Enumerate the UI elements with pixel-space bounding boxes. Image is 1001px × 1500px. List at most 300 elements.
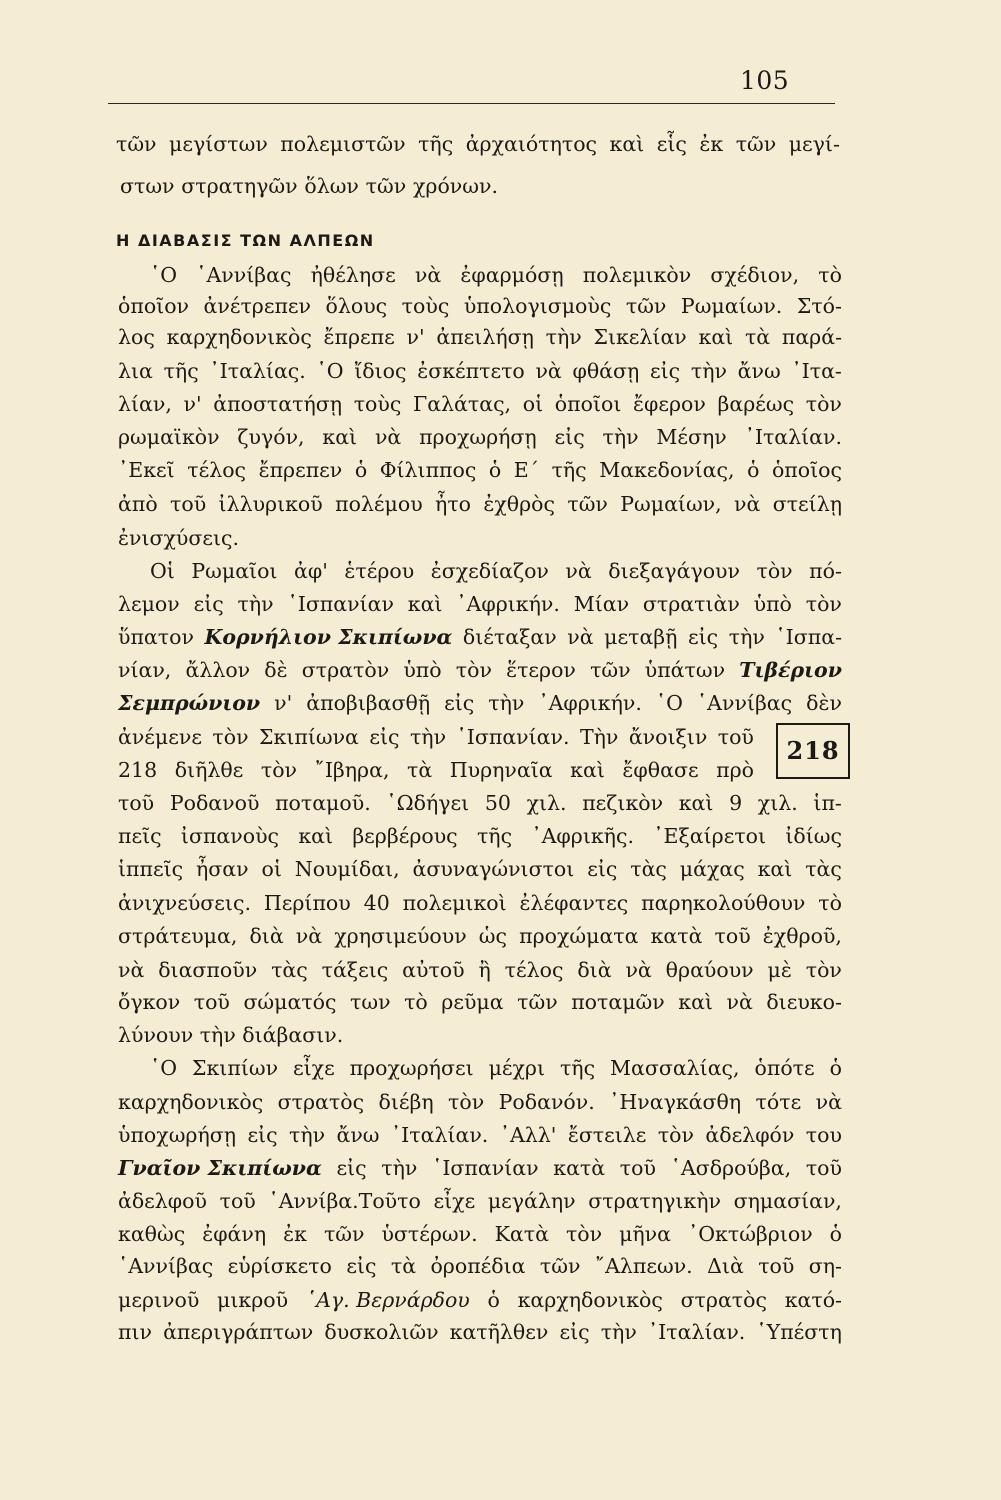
section-heading: Η ΔΙΑΒΑΣΙΣ ΤΩΝ ΑΛΠΕΩΝ xyxy=(116,231,375,250)
word: εἰς xyxy=(444,691,475,715)
word: φθάσῃ xyxy=(572,359,640,383)
word: κατῆλθεν xyxy=(449,1320,549,1344)
word: ἰδίως xyxy=(785,824,842,848)
place-name: ῾Αγ. Βερνάρδου xyxy=(305,1288,470,1312)
word: ν' xyxy=(274,691,293,715)
word: ἐφαρμόσῃ xyxy=(460,263,564,287)
word: Ρωμαῖοι xyxy=(191,559,278,583)
word: ὄγκον xyxy=(118,990,181,1014)
word: παρά- xyxy=(781,325,842,349)
word: τὴν xyxy=(288,1123,326,1147)
word: ἱπ- xyxy=(813,791,842,815)
word: ἕτερον xyxy=(506,658,576,682)
text-line xyxy=(150,557,842,585)
word: ἐνισχύσεις. xyxy=(118,526,240,550)
word: Μακεδονίας, xyxy=(599,458,735,482)
word: πολέμου xyxy=(335,492,423,516)
word: στείλῃ xyxy=(772,492,842,516)
word: εἰς xyxy=(688,625,719,649)
text-line xyxy=(118,756,754,784)
word: τῆς xyxy=(476,824,513,848)
word: Οἱ xyxy=(150,559,175,583)
word: σώματός xyxy=(243,990,337,1014)
word: ᾿Αφρικῆς. xyxy=(531,824,634,848)
text-line xyxy=(118,922,842,950)
word: ὁ xyxy=(487,1288,500,1312)
word: νὰ xyxy=(535,359,562,383)
word: ῾Ισπανίαν xyxy=(432,1156,539,1180)
word: ῎Αλπεων. xyxy=(594,1254,693,1278)
person-name: Σεμπρώνιον xyxy=(118,691,261,715)
word: λος xyxy=(118,325,155,349)
word: ὁποῖον xyxy=(118,294,189,318)
word: τὸν xyxy=(565,1222,603,1246)
word: ἦσαν xyxy=(196,857,249,881)
word: λεμον xyxy=(118,592,180,616)
word: Ρωμαίων, xyxy=(620,492,722,516)
word: καὶ xyxy=(570,758,605,782)
word: τοῦ xyxy=(805,1156,842,1180)
word: ῾Ο xyxy=(655,691,683,715)
word: ῾Αννίβας xyxy=(196,263,292,287)
text-line xyxy=(118,822,842,850)
text-line xyxy=(118,1252,842,1280)
word: τὰ xyxy=(390,1254,417,1278)
word: καὶ xyxy=(757,857,793,881)
word: Διὰ xyxy=(707,1254,744,1278)
word: ᾿Ιτα- xyxy=(791,359,842,383)
word: ὑστέρων. xyxy=(381,1222,478,1246)
text-line xyxy=(118,323,842,351)
word: ἄλλον xyxy=(185,658,251,682)
text-line xyxy=(118,1220,842,1248)
word: ἀδελφοῦ xyxy=(118,1189,207,1213)
word: τὸ xyxy=(404,990,428,1014)
text-line xyxy=(118,1286,842,1314)
word: ἦτο xyxy=(435,492,471,516)
word: βερβέρους xyxy=(352,824,458,848)
word: τοὺς xyxy=(401,294,450,318)
word: εἶχε xyxy=(292,1056,335,1080)
word: ἀδελφόν xyxy=(705,1123,795,1147)
word: ἔπρεπε xyxy=(323,325,395,349)
word: πό- xyxy=(809,559,842,583)
word: σημασίαν, xyxy=(733,1189,842,1213)
word: νὰ xyxy=(414,263,442,287)
word: ἐσχεδίαζον xyxy=(430,559,549,583)
word: τὴν xyxy=(545,325,582,349)
word: τοῦ xyxy=(118,791,155,815)
word: οἱ xyxy=(522,392,544,416)
word: τῶν xyxy=(539,1254,581,1278)
word: χρησιμεύουν xyxy=(334,924,467,948)
word: βαρέως xyxy=(717,392,795,416)
word: χιλ. xyxy=(526,791,567,815)
text-line xyxy=(118,524,239,552)
word: εἰς xyxy=(247,1123,278,1147)
word: εἰς xyxy=(650,359,681,383)
word: ᾿Αφρικήν. xyxy=(456,592,560,616)
word: ᾿Ιταλίαν. xyxy=(390,1123,489,1147)
word: στρατιὰν xyxy=(642,592,740,616)
word: ὡς xyxy=(478,924,507,948)
word: πολεμιστῶν xyxy=(280,132,406,156)
word: τὴν xyxy=(728,625,765,649)
word: ὁ xyxy=(747,458,760,482)
word: καὶ xyxy=(609,132,645,156)
word: καρχηδονικὸς xyxy=(166,325,312,349)
text-line xyxy=(118,1318,842,1346)
word: νὰ xyxy=(565,559,592,583)
word: ᾿Αλλ' xyxy=(499,1123,557,1147)
word: τὴν xyxy=(237,592,274,616)
word: Τὴν xyxy=(579,725,619,749)
word: καρχηδονικὸς xyxy=(118,1090,264,1114)
word: Φίλιππος xyxy=(379,458,477,482)
word: ἢ xyxy=(478,958,491,982)
word: τὰ xyxy=(407,758,433,782)
word: τῶν xyxy=(116,132,157,156)
word: χρόνων. xyxy=(412,174,498,198)
word: τῶν xyxy=(567,492,608,516)
word: προχώματα xyxy=(519,924,639,948)
person-name: Κορνήλιον Σκιπίωνα xyxy=(204,625,453,649)
word: νὰ xyxy=(815,1090,842,1114)
word: στρατηγικὴν xyxy=(588,1189,721,1213)
text-line xyxy=(118,423,842,451)
text-line xyxy=(118,855,842,883)
word: λύνουν τὴν διάβασιν. xyxy=(118,1023,344,1047)
word: δυσκολιῶν xyxy=(324,1320,439,1344)
word: τὸν xyxy=(657,1123,694,1147)
word: σχέδιον, xyxy=(710,263,800,287)
person-name: Γναῖον Σκιπίωνα xyxy=(118,1156,322,1180)
word: στρατὸν xyxy=(301,658,390,682)
word: λίαν, xyxy=(118,392,172,416)
word: τὴν xyxy=(600,1320,637,1344)
word: νὰ xyxy=(625,958,652,982)
word: τὴν xyxy=(381,1156,418,1180)
word: κατὰ xyxy=(553,1156,606,1180)
word: ῾Ισπα- xyxy=(775,625,842,649)
word: χιλ. xyxy=(757,791,798,815)
page-number: 105 xyxy=(740,66,790,95)
word: μάχας xyxy=(679,857,745,881)
word: τάξεις xyxy=(321,958,389,982)
word: Σκιπίωνα xyxy=(259,725,359,749)
word: ἱππεῖς xyxy=(118,857,184,881)
word: εἰς xyxy=(193,592,224,616)
word: 40 xyxy=(363,891,390,915)
word: τὸν xyxy=(212,725,249,749)
word: τὰς xyxy=(271,958,308,982)
word: πεῖς xyxy=(118,824,162,848)
word: ῾Ασδρούβα, xyxy=(670,1156,792,1180)
word: Ρωμαίων. xyxy=(680,294,783,318)
word: ᾿Οκτώβριον xyxy=(687,1222,813,1246)
text-line xyxy=(118,1121,842,1149)
text-line xyxy=(118,590,842,618)
word: ῎Ιβηρα, xyxy=(314,758,390,782)
word: 9 xyxy=(729,791,743,815)
word: ἀνέμενε xyxy=(118,725,202,749)
word: τὸν xyxy=(756,559,793,583)
text-line xyxy=(118,723,754,751)
text-line xyxy=(118,490,842,518)
word: τοῦ xyxy=(170,492,207,516)
word: ὅλων xyxy=(304,174,359,198)
word: ὑπὸ xyxy=(403,658,442,682)
word: εἰς xyxy=(554,425,585,449)
word: ὁ xyxy=(488,458,502,482)
word: διασποῦν xyxy=(158,958,258,982)
text-line xyxy=(118,689,842,717)
word: καρχηδονικὸς xyxy=(517,1288,663,1312)
text-line xyxy=(118,789,842,817)
word: μεγίστων xyxy=(169,132,268,156)
text-line xyxy=(118,1088,842,1116)
word: ὑποχωρήσῃ xyxy=(118,1123,237,1147)
word: καὶ xyxy=(407,592,443,616)
word: τὰς xyxy=(805,857,842,881)
word: ἄνοιξιν xyxy=(628,725,708,749)
word: ᾿Ιταλίαν. xyxy=(744,425,842,449)
word: παρηκολούθουν xyxy=(641,891,806,915)
word: νὰ xyxy=(726,990,753,1014)
word: νὰ xyxy=(295,924,323,948)
word: λια xyxy=(118,359,153,383)
word: Μίαν xyxy=(573,592,630,616)
word: πιν xyxy=(118,1320,152,1344)
word: διεξαγάγουν xyxy=(608,559,740,583)
word: Νουμίδαι, xyxy=(294,857,400,881)
word: τῆς xyxy=(418,132,454,156)
word: τοὺς xyxy=(353,392,402,416)
text-line xyxy=(150,1054,842,1082)
word: εἰς xyxy=(336,1156,367,1180)
word: τῶν xyxy=(590,658,631,682)
word: στρατὸς xyxy=(680,1288,767,1312)
word: δὲν xyxy=(806,691,842,715)
word: ἐχθροῦ, xyxy=(762,924,842,948)
word: ὁ xyxy=(829,1056,842,1080)
word: στρατηγῶν xyxy=(181,174,298,198)
word: στων xyxy=(120,174,175,198)
word: ἀρχαιότητος xyxy=(465,132,598,156)
word: ῾Αννίβας xyxy=(696,691,793,715)
word: ρεῦμα xyxy=(441,990,504,1014)
word: τὸν xyxy=(805,592,842,616)
word: ῾Ωδήγει xyxy=(386,791,470,815)
word: τότε xyxy=(755,1090,802,1114)
word: ἴδιος xyxy=(354,359,407,383)
word: τὸ xyxy=(818,891,842,915)
word: ἀπειλήσῃ xyxy=(436,325,534,349)
word: μικροῦ xyxy=(217,1288,289,1312)
text-line xyxy=(118,656,842,684)
text-line xyxy=(118,1154,842,1182)
word: τέλος xyxy=(504,958,564,982)
word: ἠθέλησε xyxy=(310,263,396,287)
word: τῶν xyxy=(365,174,407,198)
word: Γαλάτας, xyxy=(412,392,512,416)
word: οἱ xyxy=(261,857,282,881)
word: ῾Ο xyxy=(150,263,178,287)
word: τὸν xyxy=(805,392,842,416)
word: τὴν xyxy=(690,359,727,383)
text-line xyxy=(118,623,842,651)
word: τέλος xyxy=(187,458,247,482)
word: του xyxy=(805,1123,842,1147)
word: Μασσαλίας, xyxy=(610,1056,740,1080)
word: ᾿Ιταλίαν. xyxy=(647,1320,746,1344)
word: τῶν xyxy=(517,990,558,1014)
word: τοῦ xyxy=(193,990,230,1014)
word: εὑρίσκετο xyxy=(227,1254,332,1278)
word: ἀσυναγώνιστοι xyxy=(412,857,575,881)
word: ἔφθασε xyxy=(622,758,699,782)
word: καὶ xyxy=(698,325,734,349)
word: τὴν xyxy=(488,691,525,715)
text-line xyxy=(118,889,842,917)
word: τῆς xyxy=(559,1056,596,1080)
word: Ροδανόν. xyxy=(498,1090,595,1114)
word: ῾Αννίβας xyxy=(118,1254,214,1278)
word: καὶ xyxy=(298,824,334,848)
word: ῾Ισπανίαν xyxy=(287,592,394,616)
word: στράτευμα, xyxy=(118,924,238,948)
word: τὴν xyxy=(602,425,639,449)
word: πολεμικοὶ xyxy=(402,891,507,915)
word: προχωρήσῃ xyxy=(419,425,537,449)
word: ν' xyxy=(406,325,425,349)
text-line xyxy=(118,1187,842,1215)
word: Ροδανοῦ xyxy=(169,791,260,815)
word: ἐκ xyxy=(283,1222,307,1246)
word: στρατὸς xyxy=(277,1090,365,1114)
word: ἐσκέπτετο xyxy=(417,359,525,383)
word: Μέσην xyxy=(656,425,727,449)
word: τοῦ xyxy=(219,1189,256,1213)
word: μῆνα xyxy=(619,1222,671,1246)
word: εἷς xyxy=(656,132,687,156)
word: κατό- xyxy=(784,1288,842,1312)
word: 50 xyxy=(484,791,511,815)
word: μεγί- xyxy=(788,132,840,156)
word: τῶν xyxy=(323,1222,365,1246)
word: ᾿Αφρικήν. xyxy=(538,691,642,715)
word: τὸν xyxy=(455,658,492,682)
word: ῾Ο xyxy=(316,359,344,383)
word: ἐχθρὸς xyxy=(483,492,555,516)
word: μὲ xyxy=(767,958,792,982)
word: ἐλέφαντες xyxy=(519,891,629,915)
word: τὸν xyxy=(448,1090,485,1114)
text-line xyxy=(118,357,842,385)
word: μεγάλην xyxy=(487,1189,576,1213)
word: μεταβῇ xyxy=(604,625,678,649)
word: πρὸ xyxy=(716,758,754,782)
word: ὁ xyxy=(829,1222,842,1246)
word: ἐκ xyxy=(699,132,724,156)
word: ζυγόν, xyxy=(237,425,305,449)
word: ἄνω xyxy=(336,1123,380,1147)
word: τὰ xyxy=(744,325,771,349)
word: καὶ xyxy=(678,990,713,1014)
word: διέβη xyxy=(378,1090,434,1114)
word: ὁποῖοι xyxy=(554,392,622,416)
word: ἀποβιβασθῇ xyxy=(306,691,431,715)
word: ᾿Εξαίρετοι xyxy=(653,824,767,848)
text-line xyxy=(118,956,842,984)
word: τὸν xyxy=(260,758,298,782)
word: Σκιπίων xyxy=(192,1056,279,1080)
word: εἰς xyxy=(559,1320,590,1344)
word: ἐφάνη xyxy=(202,1222,267,1246)
word: Περίπου xyxy=(263,891,351,915)
word: τοῦ xyxy=(717,725,754,749)
word: ἀπεριγράπτων xyxy=(163,1320,314,1344)
word: Πυρηναῖα xyxy=(449,758,553,782)
word: μερινοῦ xyxy=(118,1288,200,1312)
word: ν' xyxy=(183,392,202,416)
word: ἀποστατήσῃ xyxy=(213,392,343,416)
word: διευκο- xyxy=(766,990,842,1014)
word: Ε΄ xyxy=(513,458,540,482)
word: ὑπάτων xyxy=(644,658,726,682)
word: καὶ xyxy=(678,791,714,815)
word: τὸν xyxy=(805,958,842,982)
word: εἰς xyxy=(346,1254,377,1278)
word: τοῦ xyxy=(758,1254,795,1278)
word: καὶ xyxy=(322,425,358,449)
text-line xyxy=(150,261,842,289)
word: τῆς xyxy=(551,458,587,482)
text-line xyxy=(118,292,842,320)
word: μέχρι xyxy=(488,1056,546,1080)
text-line xyxy=(120,172,498,200)
word: πολεμικὸν xyxy=(582,263,692,287)
text-line xyxy=(118,390,842,418)
word: εἰς xyxy=(587,857,618,881)
word: καθὼς xyxy=(118,1222,186,1246)
word: ῾Αννίβα.Τοῦτο xyxy=(268,1189,421,1213)
word: ὁπότε xyxy=(754,1056,815,1080)
word: των xyxy=(350,990,391,1014)
word: τοῦ xyxy=(619,1156,656,1180)
word: διῆλθε xyxy=(174,758,244,782)
word: ση- xyxy=(808,1254,842,1278)
word: τῶν xyxy=(625,294,667,318)
word: ἀφ' xyxy=(294,559,328,583)
person-name: Τιβέριον xyxy=(739,658,842,682)
word: ὑπολογισμοὺς xyxy=(463,294,612,318)
word: τὴν xyxy=(409,725,447,749)
text-line xyxy=(118,456,842,484)
word: διέταξαν xyxy=(462,625,557,649)
word: ἰσπανοὺς xyxy=(180,824,280,848)
word: ἀπὸ xyxy=(118,492,158,516)
word: τὸ xyxy=(818,263,842,287)
word: ὅλους xyxy=(325,294,388,318)
word: ρωμαϊκὸν xyxy=(118,425,220,449)
word: ὀροπέδια xyxy=(430,1254,526,1278)
word: νὰ xyxy=(374,425,402,449)
word: νὰ xyxy=(118,958,145,982)
word: Σικελίαν xyxy=(593,325,687,349)
word: ὁποῖος xyxy=(771,458,842,482)
word: ῾Υπέστη xyxy=(756,1320,842,1344)
